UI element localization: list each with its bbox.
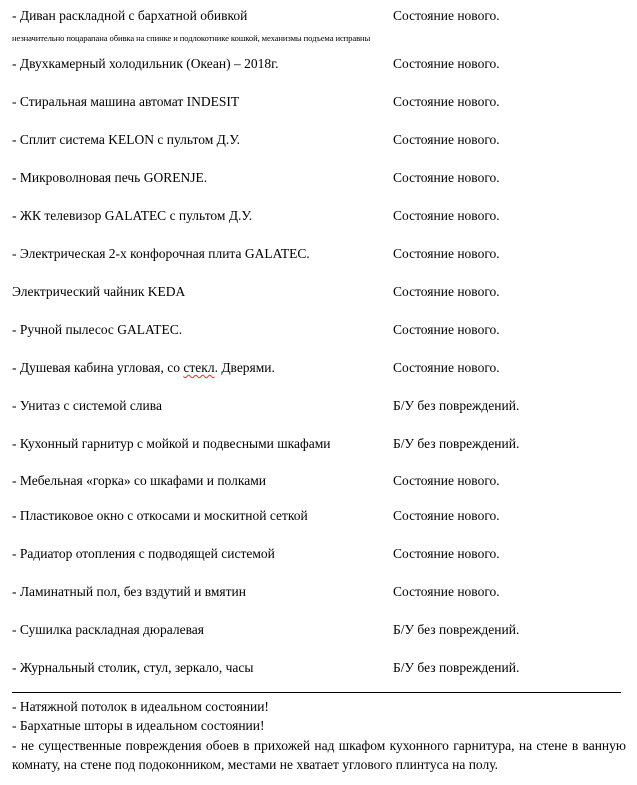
item-note: незначительно поцарапана обивка на спинке и подлокотнике кошкой, механизмы подъема исправны [12, 33, 371, 43]
list-item-vacuum [0, 321, 637, 341]
item-name: - Ламинатный пол, без вздутий и вмятин [12, 584, 246, 599]
item-name: - Стиральная машина автомат INDESIT [12, 94, 240, 109]
item-name: - Сплит система KELON с пультом Д.У. [12, 132, 240, 147]
list-item-sofa [0, 7, 637, 43]
list-item-fridge [0, 55, 637, 75]
item-state: Состояние нового. [393, 546, 500, 561]
list-item-kitchen-set [0, 435, 637, 455]
item-state: Состояние нового. [393, 360, 500, 375]
item-name: Электрический чайник KEDA [12, 284, 186, 299]
footer-note-curtains: - Бархатные шторы в идеальном состоянии! [12, 718, 265, 733]
footer-note-damage: - не существенные повреждения обоев в прихожей над шкафом кухонного гарнитура, на стене в ванную комнату, на стене под подоконником, местами не хватает углового плинтуса на полу. [12, 738, 626, 772]
list-item-laminate [0, 583, 637, 603]
list-item-tv [0, 207, 637, 227]
item-state: Состояние нового. [393, 246, 500, 261]
item-state: Б/У без повреждений. [393, 398, 520, 413]
item-name: - Сушилка раскладная дюралевая [12, 622, 204, 637]
item-state: Состояние нового. [393, 584, 500, 599]
item-name: - Микроволновая печь GORENJE. [12, 170, 208, 185]
list-item-radiator [0, 545, 637, 565]
item-name: - Журнальный столик, стул, зеркало, часы [12, 660, 254, 675]
item-state: Состояние нового. [393, 508, 500, 523]
list-item-toilet [0, 397, 637, 417]
item-state: Состояние нового. [393, 208, 500, 223]
item-name: - Электрическая 2-х конфорочная плита GALATEC. [12, 246, 310, 261]
item-state: Б/У без повреждений. [393, 622, 520, 637]
item-state: Состояние нового. [393, 132, 500, 147]
divider-line [12, 692, 621, 693]
item-state: Состояние нового. [393, 170, 500, 185]
list-item-dryer [0, 621, 637, 641]
item-name: - Пластиковое окно с откосами и москитной сеткой [12, 508, 308, 523]
item-name: - Радиатор отопления с подводящей системой [12, 546, 275, 561]
item-state: Состояние нового. [393, 284, 500, 299]
item-name: - Двухкамерный холодильник (Океан) – 2018г. [12, 56, 279, 71]
list-item-kettle [0, 283, 637, 303]
item-name: - Мебельная «горка» со шкафами и полками [12, 473, 266, 488]
item-name [12, 359, 275, 377]
item-state: Б/У без повреждений. [393, 660, 520, 675]
list-item-shower-cabin [0, 359, 637, 379]
list-item-cabinet [0, 472, 637, 492]
item-name-part: . Дверями. [214, 360, 275, 375]
item-state: Состояние нового. [393, 473, 500, 488]
list-item-stove [0, 245, 637, 265]
item-state: Б/У без повреждений. [393, 436, 520, 451]
list-item-washing-machine [0, 93, 637, 113]
footer-note-ceiling: - Натяжной потолок в идеальном состоянии! [12, 699, 269, 714]
list-item-split-system [0, 131, 637, 151]
list-item-microwave [0, 169, 637, 189]
item-name: - Ручной пылесос GALATEC. [12, 322, 183, 337]
item-state: Состояние нового. [393, 56, 500, 71]
spellcheck-word: стекл [183, 360, 215, 375]
item-name: - ЖК телевизор GALATEC с пультом Д.У. [12, 208, 253, 223]
item-name: - Унитаз с системой слива [12, 398, 162, 413]
item-state: Состояние нового. [393, 8, 500, 23]
list-item-window [0, 507, 637, 527]
item-state: Состояние нового. [393, 322, 500, 337]
item-name: - Диван раскладной с бархатной обивкой [12, 8, 248, 23]
item-name: - Кухонный гарнитур с мойкой и подвесными шкафами [12, 436, 331, 451]
list-item-coffee-table [0, 659, 637, 679]
item-name-part: - Душевая кабина угловая, со [12, 360, 184, 375]
item-state: Состояние нового. [393, 94, 500, 109]
